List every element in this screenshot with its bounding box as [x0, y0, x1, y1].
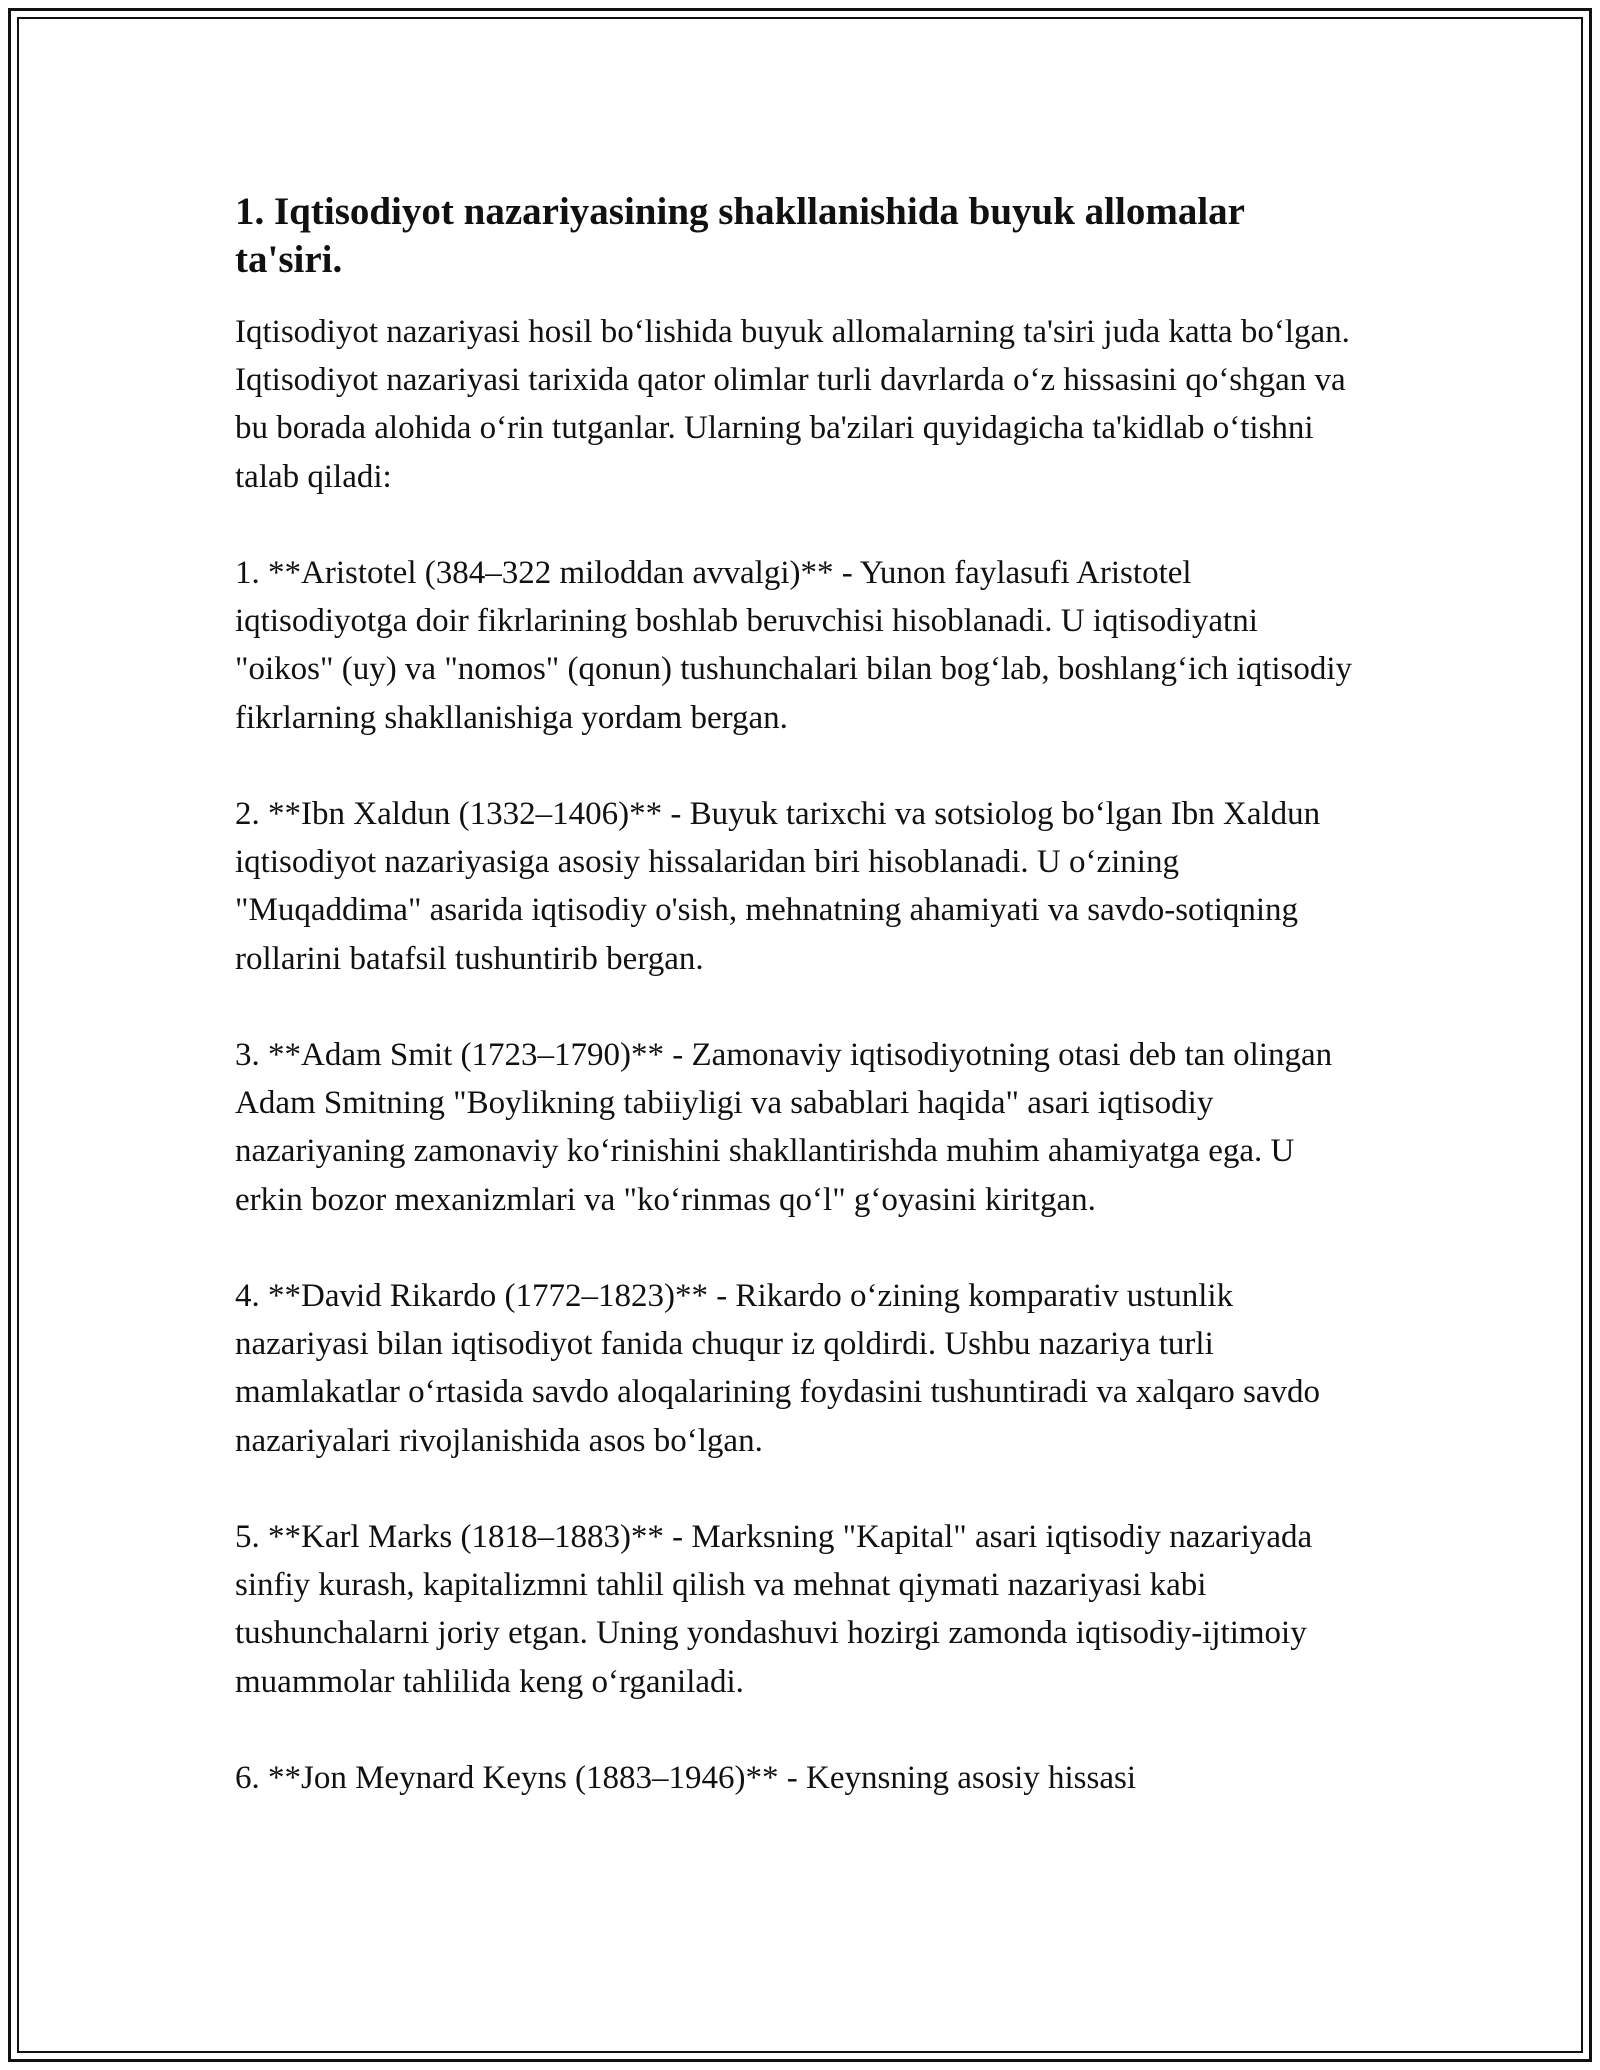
list-item-keyns: 6. **Jon Meynard Keyns (1883–1946)** - Keynsning asosiy hissasi	[235, 1760, 1137, 1796]
document-body	[235, 188, 1355, 1850]
document-heading: 1. Iqtisodiyot nazariyasining shakllanishida buyuk allomalar ta'siri.	[235, 190, 1245, 281]
list-item-ibn-xaldun: 2. **Ibn Xaldun (1332–1406)** - Buyuk tarixchi va sotsiolog boʻlgan Ibn Xaldun iqtisodiyot nazariyasiga asosiy hissalaridan biri hisoblanadi. U oʻzining "Muqaddima" asarida iqtisodiy o'sish, mehnatning ahamiyati va savdo-sotiqning rollarini batafsil tushuntirib bergan.	[235, 796, 1321, 977]
list-item-aristotel: 1. **Aristotel (384–322 miloddan avvalgi)** - Yunon faylasufi Aristotel iqtisodiyotga doir fikrlarining boshlab beruvchisi hisoblanadi. U iqtisodiyatni "oikos" (uy) va "nomos" (qonun) tushunchalari bilan bogʻlab, boshlangʻich iqtisodiy fikrlarning shakllanishiga yordam bergan.	[235, 555, 1353, 736]
list-item-david-rikardo: 4. **David Rikardo (1772–1823)** - Rikardo oʻzining komparativ ustunlik nazariyasi bilan iqtisodiyot fanida chuqur iz qoldirdi. Ushbu nazariya turli mamlakatlar oʻrtasida savdo aloqalarining foydasini tushuntiradi va xalqaro savdo nazariyalari rivojlanishida asos boʻlgan.	[235, 1278, 1321, 1459]
list-item-adam-smit: 3. **Adam Smit (1723–1790)** - Zamonaviy iqtisodiyotning otasi deb tan olingan Adam Smitning "Boylikning tabiiyligi va sabablari haqida" asari iqtisodiy nazariyaning zamonaviy koʻrinishini shakllantirishda muhim ahamiyatga ega. U erkin bozor mexanizmlari va "koʻrinmas qoʻl" gʻoyasini kiritgan.	[235, 1037, 1333, 1218]
intro-paragraph: Iqtisodiyot nazariyasi hosil boʻlishida buyuk allomalarning ta'siri juda katta boʻlgan. Iqtisodiyot nazariyasi tarixida qator olimlar turli davrlarda oʻz hissasini qoʻshgan va bu borada alohida oʻrin tutganlar. Ularning ba'zilari quyidagicha ta'kidlab oʻtishni talab qiladi:	[235, 314, 1350, 495]
list-item-karl-marks: 5. **Karl Marks (1818–1883)** - Marksning "Kapital" asari iqtisodiy nazariyada sinfiy kurash, kapitalizmni tahlil qilish va mehnat qiymati nazariyasi kabi tushunchalarni joriy etgan. Uning yondashuvi hozirgi zamonda iqtisodiy-ijtimoiy muammolar tahlilida keng oʻrganiladi.	[235, 1519, 1313, 1700]
